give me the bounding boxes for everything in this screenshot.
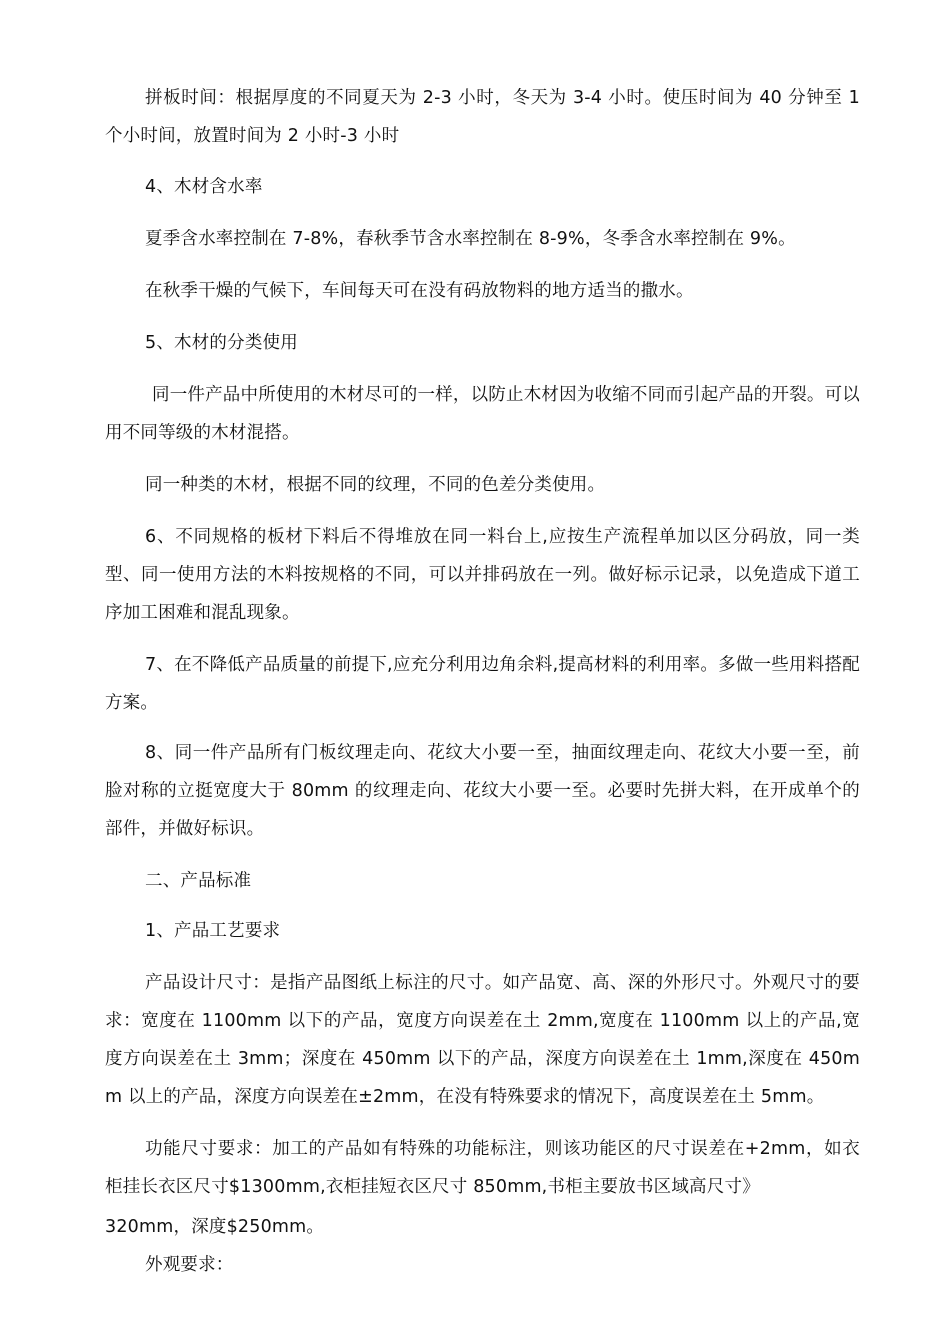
paragraph-offcut-usage: 7、在不降低产品质量的前提下,应充分利用边角余料,提高材料的利用率。多做一些用料搭配方案。 (105, 655, 860, 713)
paragraph-autumn-watering: 在秋季干燥的气候下，车间每天可在没有码放物料的地方适当的撒水。 (145, 281, 694, 301)
paragraph-board-stacking: 6、不同规格的板材下料后不得堆放在同一料台上,应按生产流程单加以区分码放，同一类型、同一使用方法的木料按规格的不同，可以并排码放在一列。做好标示记录，以免造成下道工序加工困难和混乱现象。 (105, 527, 860, 623)
paragraph-functional-dimensions-continued: 320mm，深度$250mm。 (105, 1217, 325, 1237)
paragraph-grain-direction: 8、同一件产品所有门板纹理走向、花纹大小要一至，抽面纹理走向、花纹大小要一至，前脸对称的立挺宽度大于 80mm 的纹理走向、花纹大小要一至。必要时先拼大料，在开成单个的部件，并做好标识。 (105, 743, 860, 839)
paragraph-moisture-control: 夏季含水率控制在 7-8%，春秋季节含水率控制在 8-9%，冬季含水率控制在 9%。 (145, 229, 796, 249)
paragraph-design-dimensions: 产品设计尺寸：是指产品图纸上标注的尺寸。如产品宽、高、深的外形尺寸。外观尺寸的要求：宽度在 1100mm 以下的产品，宽度方向误差在土 2mm,宽度在 1100mm 以上的产品,宽度方向误差在土 3mm；深度在 450mm 以下的产品，深度方向误差在土 1mm,深度在 450mm 以上的产品，深度方向误差在±2mm，在没有特殊要求的情况下，高度误差在土 5mm。 (105, 973, 860, 1107)
heading-process-requirements: 1、产品工艺要求 (145, 921, 281, 941)
heading-product-standard: 二、产品标准 (145, 871, 252, 891)
paragraph-same-wood: 同一件产品中所使用的木材尽可的一样，以防止木材因为收缩不同而引起产品的开裂。可以用不同等级的木材混搭。 (105, 385, 860, 443)
paragraph-grain-color: 同一种类的木材，根据不同的纹理，不同的色差分类使用。 (145, 475, 606, 495)
paragraph-functional-dimensions: 功能尺寸要求：加工的产品如有特殊的功能标注，则该功能区的尺寸误差在+2mm，如衣柜挂长衣区尺寸$1300mm,衣柜挂短衣区尺寸 850mm,书柜主要放书区域高尺寸》 (105, 1139, 860, 1197)
paragraph-glue-time: 拼板时间：根据厚度的不同夏天为 2-3 小时，冬天为 3-4 小时。使压时间为 40 分钟至 1 个小时间，放置时间为 2 小时-3 小时 (105, 88, 860, 146)
heading-appearance-requirements: 外观要求： (145, 1255, 234, 1275)
heading-wood-classification: 5、木材的分类使用 (145, 333, 298, 353)
heading-wood-moisture: 4、木材含水率 (145, 177, 263, 197)
